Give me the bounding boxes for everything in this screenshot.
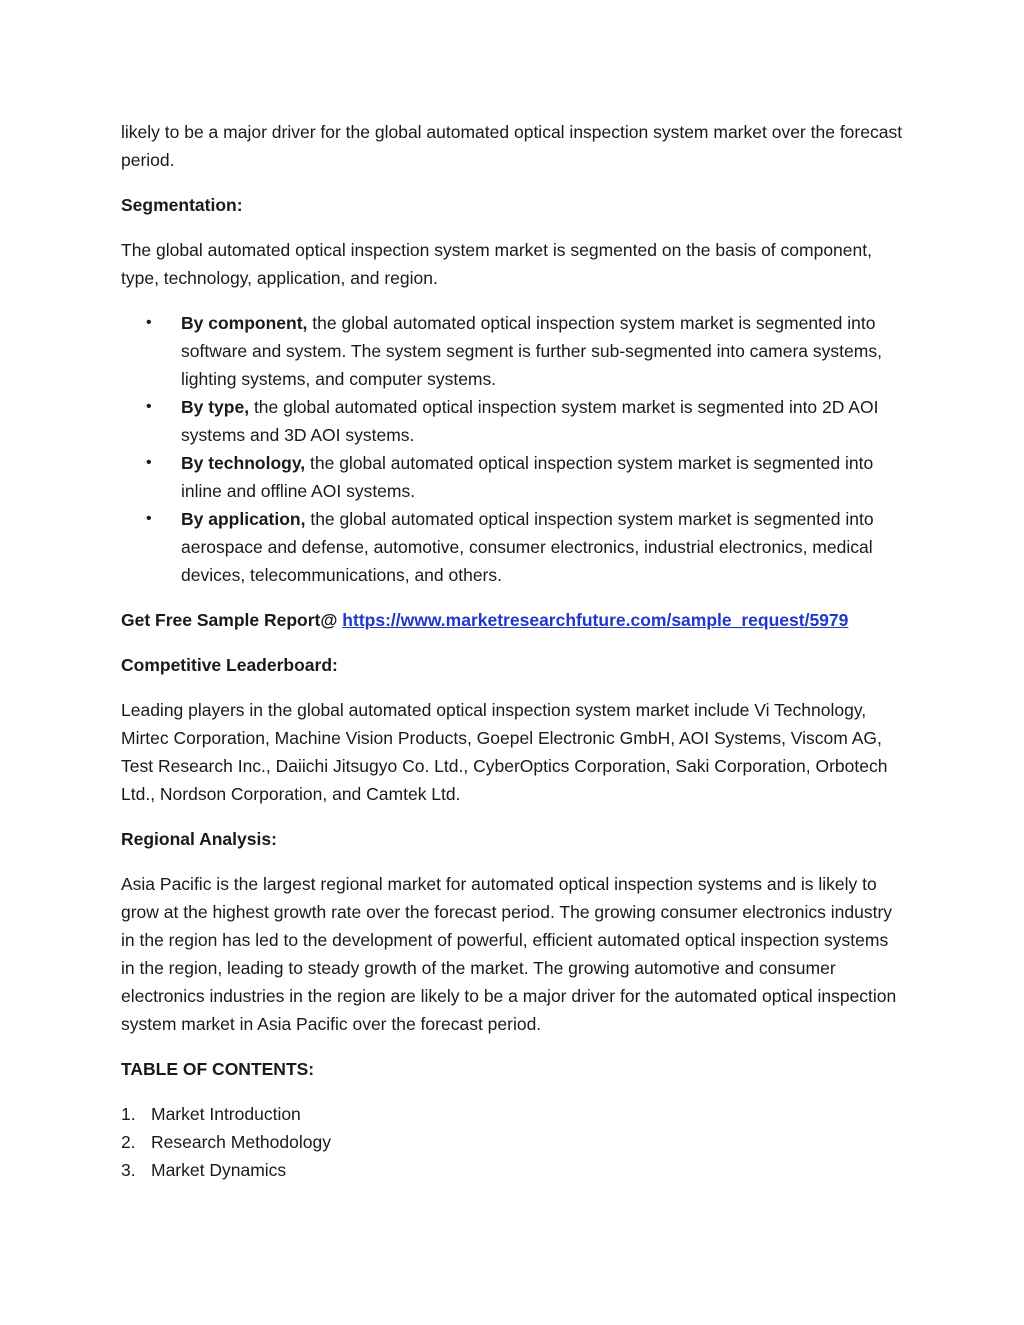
bullet-label: By type, xyxy=(181,397,250,417)
toc-item xyxy=(121,1156,906,1184)
sample-report-link[interactable]: https://www.marketresearchfuture.com/sample_request/5979 xyxy=(342,610,849,630)
bullet-label: By component, xyxy=(181,313,308,333)
toc-heading: TABLE OF CONTENTS: xyxy=(121,1059,315,1079)
bullet-text: the global automated optical inspection system market is segmented into aerospace and defense, automotive, consumer electronics, industrial electronics, medical devices, telecommunications, and others. xyxy=(181,509,874,585)
regional-paragraph: Asia Pacific is the largest regional market for automated optical inspection systems and is likely to grow at the highest growth rate over the forecast period. The growing consumer electronics industry in the region has led to the development of powerful, efficient automated optical inspection systems in the region, leading to steady growth of the market. The growing automotive and consumer electronics industries in the region are likely to be a major driver for the automated optical inspection system market in Asia Pacific over the forecast period. xyxy=(121,874,897,1034)
toc-list xyxy=(121,1100,906,1184)
sample-report-line xyxy=(121,606,906,634)
list-item xyxy=(121,505,906,589)
toc-item-label: Market Dynamics xyxy=(151,1160,287,1180)
bullet-text: the global automated optical inspection system market is segmented into inline and offline AOI systems. xyxy=(181,453,874,501)
toc-item-label: Market Introduction xyxy=(151,1104,301,1124)
bullet-icon: • xyxy=(146,314,152,331)
bullet-text: the global automated optical inspection system market is segmented into 2D AOI systems and 3D AOI systems. xyxy=(181,397,879,445)
bullet-label: By application, xyxy=(181,509,306,529)
list-item xyxy=(121,309,906,393)
intro-continuation-paragraph: likely to be a major driver for the global automated optical inspection system market over the forecast period. xyxy=(121,122,903,170)
toc-item-number: 2. xyxy=(121,1132,136,1152)
bullet-label: By technology, xyxy=(181,453,306,473)
bullet-text: the global automated optical inspection system market is segmented into software and system. The system segment is further sub-segmented into camera systems, lighting systems, and computer systems. xyxy=(181,313,882,389)
toc-item xyxy=(121,1128,906,1156)
document-page xyxy=(121,118,906,1184)
segmentation-heading: Segmentation: xyxy=(121,195,243,215)
segmentation-intro-paragraph: The global automated optical inspection system market is segmented on the basis of component, type, technology, application, and region. xyxy=(121,240,872,288)
toc-item-label: Research Methodology xyxy=(151,1132,331,1152)
competitive-heading: Competitive Leaderboard: xyxy=(121,655,338,675)
bullet-icon: • xyxy=(146,510,152,527)
bullet-icon: • xyxy=(146,454,152,471)
sample-report-label: Get Free Sample Report@ xyxy=(121,610,343,630)
toc-item xyxy=(121,1100,906,1128)
toc-item-number: 3. xyxy=(121,1160,136,1180)
competitive-paragraph: Leading players in the global automated optical inspection system market include Vi Technology, Mirtec Corporation, Machine Vision Products, Goepel Electronic GmbH, AOI Systems, Viscom AG, Test Research Inc., Daiichi Jitsugyo Co. Ltd., CyberOptics Corporation, Saki Corporation, Orbotech Ltd., Nordson Corporation, and Camtek Ltd. xyxy=(121,700,888,804)
bullet-icon: • xyxy=(146,398,152,415)
regional-heading: Regional Analysis: xyxy=(121,829,277,849)
toc-item-number: 1. xyxy=(121,1104,136,1124)
segmentation-bullet-list xyxy=(121,309,906,589)
list-item xyxy=(121,393,906,449)
list-item xyxy=(121,449,906,505)
